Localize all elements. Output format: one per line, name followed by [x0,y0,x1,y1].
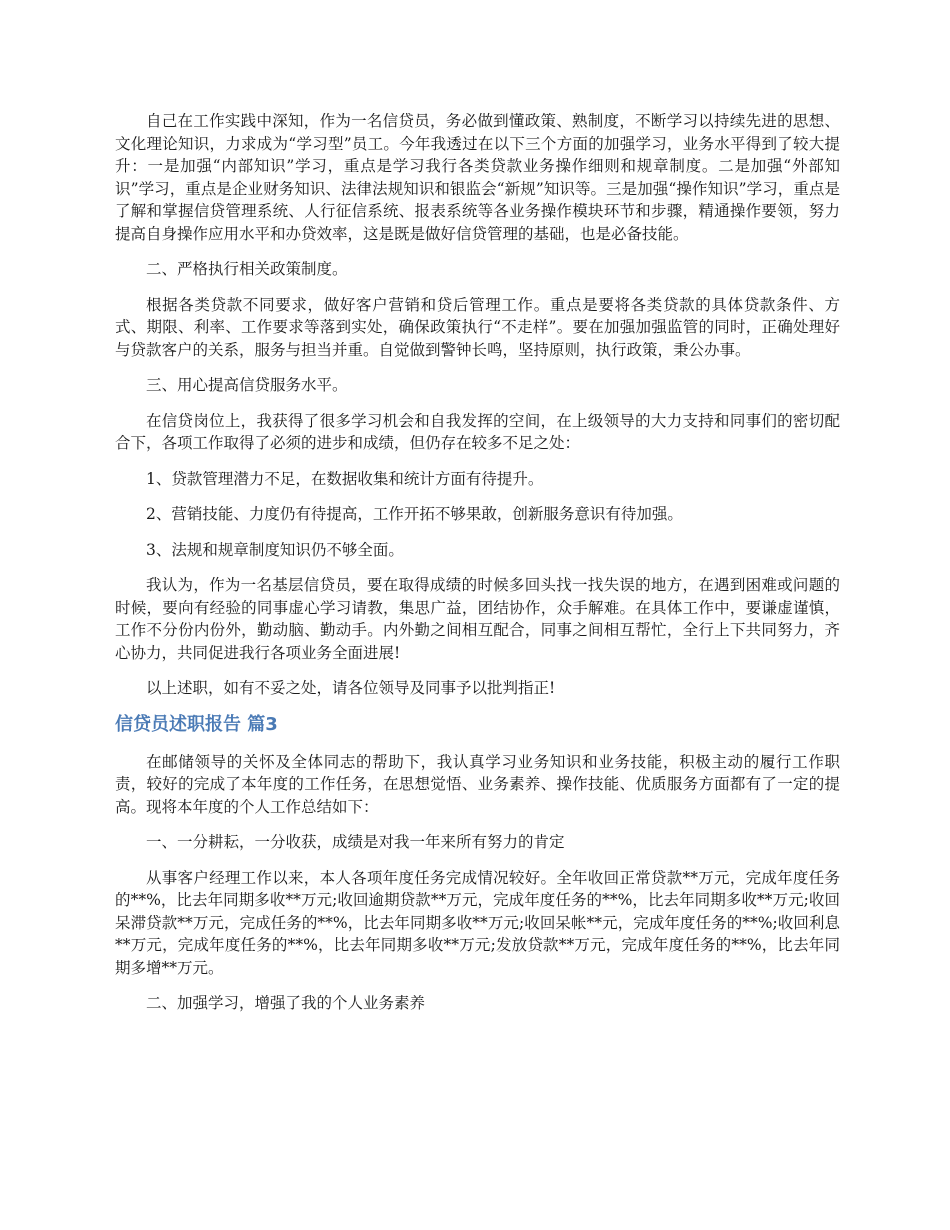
list-item-1: 1、贷款管理潜力不足，在数据收集和统计方面有待提升。 [146,469,544,488]
report-heading: 信贷员述职报告 篇3 [115,713,278,735]
list-item-3: 3、法规和规章制度知识仍不够全面。 [146,540,404,559]
paragraph-learning: 自己在工作实践中深知，作为一名信贷员，务必做到懂政策、熟制度，不断学习以持续先进的思想、文化理论知识，力求成为“学习型”员工。今年我透过在以下三个方面的加强学习，业务水平得到了较大提升：一是加强“内部知识”学习，重点是学习我行各类贷款业务操作细则和规章制度。二是加强“外部知识”学习，重点是企业财务知识、法律法规知识和银监会“新规”知识等。三是加强“操作知识”学习，重点是了解和掌握信贷管理系统、人行征信系统、报表系统等各业务操作模块环节和步骤，精通操作要领，努力提高自身操作应用水平和办贷效率，这是既是做好信贷管理的基础，也是必备技能。 [115,112,840,243]
paragraph-intro: 在邮储领导的关怀及全体同志的帮助下，我认真学习业务知识和业务技能，积极主动的履行工作职责，较好的完成了本年度的工作任务，在思想觉悟、业务素养、操作技能、优质服务方面都有了一定的提高。现将本年度的个人工作总结如下： [115,752,840,816]
section-heading-1: 一、一分耕耘，一分收获，成绩是对我一年来所有努力的肯定 [146,833,565,851]
section-heading-3: 三、用心提高信贷服务水平。 [146,376,348,394]
paragraph-service: 在信贷岗位上，我获得了很多学习机会和自我发挥的空间，在上级领导的大力支持和同事们的密切配合下，各项工作取得了必须的进步和成绩，但仍存在较多不足之处： [115,411,840,452]
list-item-2: 2、营销技能、力度仍有待提高，工作开拓不够果敢，创新服务意识有待加强。 [146,505,683,523]
paragraph-closing: 以上述职，如有不妥之处，请各位领导及同事予以批判指正! [146,679,556,697]
section-heading-study: 二、加强学习，增强了我的个人业务素养 [146,994,426,1012]
section-heading-2: 二、严格执行相关政策制度。 [146,260,348,278]
paragraph-results: 从事客户经理工作以来，本人各项年度任务完成情况较好。全年收回正常贷款**万元，完成年度任务的**%，比去年同期多收**万元;收回逾期贷款**万元，完成年度任务的**%，比去年同期多收**万元;收回呆滞贷款**万元，完成任务的**%，比去年同期多收**万元;收回呆帐**元，完成年度任务的**%;收回利息**万元，完成年度任务的**%，比去年同期多收**万元;发放贷款**万元，完成年度任务的**%，比去年同期多增**万元。 [115,868,840,977]
document-page [115,110,840,1028]
paragraph-policy: 根据各类贷款不同要求，做好客户营销和贷后管理工作。重点是要将各类贷款的具体贷款条件、方式、期限、利率、工作要求等落到实处，确保政策执行“不走样”。要在加强加强监管的同时，正确处理好与贷款客户的关系，服务与担当并重。自觉做到警钟长鸣，坚持原则，执行政策，秉公办事。 [115,295,840,359]
paragraph-reflection: 我认为，作为一名基层信贷员，要在取得成绩的时候多回头找一找失误的地方，在遇到困难或问题的时候，要向有经验的同事虚心学习请教，集思广益，团结协作，众手解难。在具体工作中，要谦虚谨慎，工作不分份内份外，勤动脑、勤动手。内外勤之间相互配合，同事之间相互帮忙，全行上下共同努力，齐心协力，共同促进我行各项业务全面进展! [115,576,840,662]
